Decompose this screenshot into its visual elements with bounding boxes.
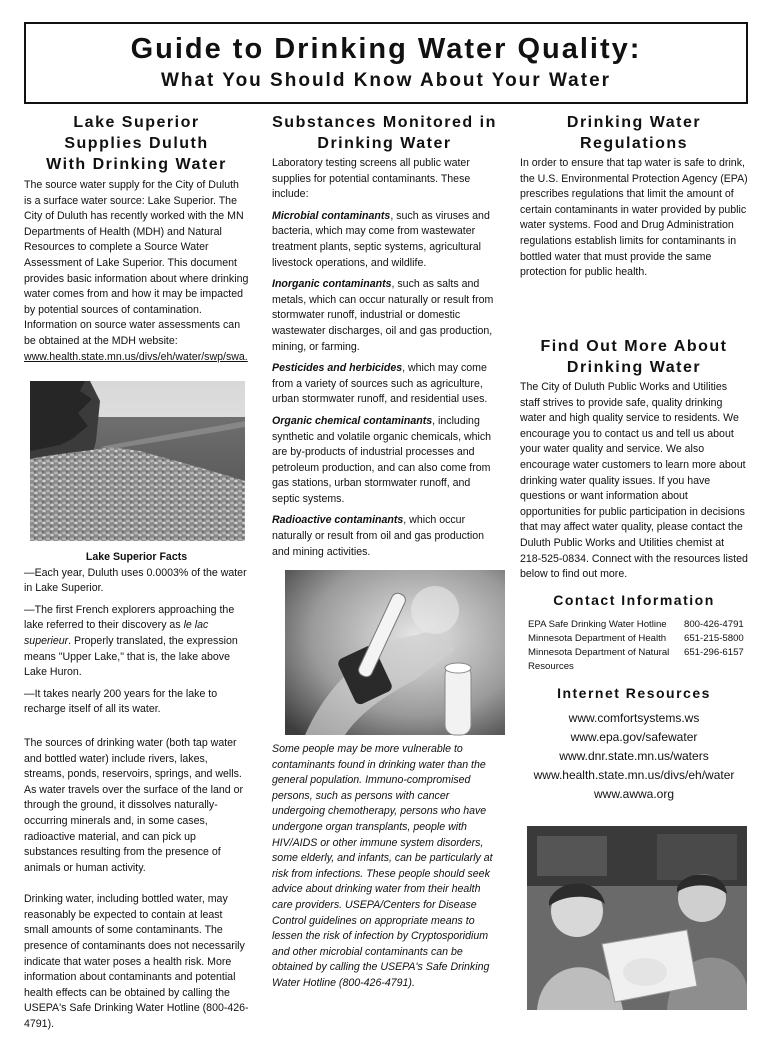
substances-intro: Laboratory testing screens all public water supplies for potential contaminants. These include: bbox=[272, 157, 471, 201]
sources-paragraph: The sources of drinking water (both tap water and bottled water) include rivers, lakes, streams, ponds, reservoirs, springs, and wells. As water travels over the surface of the land or through the ground, it dissolves naturally-occurring minerals and, in some cases, radioactive material, and can pick up substances resulting from the presence of animals or human activity. bbox=[24, 736, 244, 874]
contaminant-item: Pesticides and herbicides, which may come from a variety of sources such as agriculture, urban stormwater runoff, and residential uses. bbox=[272, 362, 488, 406]
lab-glassware-photo bbox=[285, 570, 505, 735]
website-list bbox=[520, 709, 748, 804]
title-box bbox=[24, 22, 748, 104]
website-link[interactable]: www.health.state.mn.us/divs/eh/water bbox=[533, 768, 735, 782]
website-link[interactable]: www.epa.gov/safewater bbox=[570, 730, 698, 744]
contaminant-item: Inorganic contaminants, such as salts and metals, which can occur naturally or result from stormwater runoff, industrial or domestic wastewater discharges, oil and gas production, mining, or farming. bbox=[272, 278, 494, 353]
facts-title: Lake Superior Facts bbox=[85, 551, 188, 563]
contact-org: EPA Safe Drinking Water Hotline bbox=[528, 619, 667, 630]
contact-phone[interactable]: 651-296-6157 bbox=[684, 647, 744, 658]
vulnerable-section bbox=[272, 742, 497, 992]
children-photo bbox=[527, 826, 747, 1010]
website-link[interactable]: www.awwa.org bbox=[593, 787, 675, 801]
heading-contact: Contact Information bbox=[553, 592, 715, 608]
contact-table bbox=[520, 618, 748, 674]
lake-shore-photo bbox=[30, 381, 245, 541]
heading-internet: Internet Resources bbox=[557, 685, 711, 701]
contact-section bbox=[520, 590, 748, 674]
column-lake-superior bbox=[24, 112, 249, 365]
page-title: Guide to Drinking Water Quality: bbox=[130, 33, 642, 65]
fact-1: —Each year, Duluth uses 0.0003% of the water in Lake Superior. bbox=[24, 566, 247, 595]
contaminant-item: Organic chemical contaminants, including synthetic and volatile organic chemicals, which are by-products of industrial processes and petroleum production, and can also come from gas stations, urban stormwater runoff, and septic systems. bbox=[272, 414, 492, 505]
contact-phone[interactable]: 800-426-4791 bbox=[684, 619, 744, 630]
contact-phone[interactable]: 651-215-5800 bbox=[684, 633, 744, 644]
fact-3: —It takes nearly 200 years for the lake to recharge itself of all its water. bbox=[24, 687, 218, 716]
lab-glassware-image bbox=[285, 570, 505, 735]
intro-section bbox=[24, 178, 249, 365]
column-regulations bbox=[520, 112, 748, 281]
contact-row bbox=[528, 632, 748, 646]
heading-lake-superior: Lake Superior Supplies Duluth With Drinking Water bbox=[46, 114, 227, 173]
regulations-paragraph: In order to ensure that tap water is safe to drink, the U.S. Environmental Protection Agency (EPA) prescribes regulations that limit the amount of certain contaminants in water provided by public water systems. Food and Drug Administration regulations establish limits for contaminants in bottled water that must provide the same protection for public health. bbox=[520, 157, 748, 279]
heading-find-out-more: Find Out More About Drinking Water bbox=[540, 338, 728, 376]
intro-text: The source water supply for the City of Duluth is a surface water source: Lake Superior. The City of Duluth has recently worked with the MN Departments of Health (MDH) and Natural Resources to complete a Source Water Assessment of Lake Superior. This document provides basic information about where drinking water comes from and how it may be impacted by potential sources of contamination. Information on source water assessments can be obtained at the MDH website: bbox=[24, 179, 249, 347]
vulnerable-paragraph: Some people may be more vulnerable to contaminants found in drinking water than the general population. Immuno-compromised persons, such as persons with cancer undergoing chemotherapy, persons who have undergone organ transplants, people with HIV/AIDS or other immune system disorders, some elderly, and infants, can be particularly at risk from infections. These people should seek advice about drinking water from their health care providers. USEPA/Centers for Disease Control guidelines on appropriate means to lessen the risk of infection by Cryptosporidium and other microbial contaminants can be obtained by calling the USEPA's Safe Drinking Water Hotline (800-426-4791). bbox=[272, 743, 493, 989]
find-out-more-paragraph: The City of Duluth Public Works and Utilities staff strives to provide safe, quality drinking water and high quality service to residents. We encourage you to contact us and tell us about your water quality and service. We also encourage water customers to learn more about drinking water quality issues. If you have questions or want information about opportunities for public participation in decisions that may affect water quality, please contact the Duluth Public Works and Utilities chemist at 218-525-0834. Connect with the resources listed below to find out more. bbox=[520, 381, 748, 581]
heading-regulations: Drinking Water Regulations bbox=[566, 114, 702, 152]
mdh-link[interactable]: www.health.state.mn.us/divs/eh/water/swp/swa. bbox=[24, 350, 248, 363]
fact-2: —The first French explorers approaching the lake referred to their discovery as le lac superieur. Properly translated, the expression means "Upper Lake," that is, the lake above Lake Huron. bbox=[24, 603, 238, 679]
heading-substances: Substances Monitored in Drinking Water bbox=[272, 114, 497, 152]
page-subtitle: What You Should Know About Your Water bbox=[160, 70, 612, 91]
lake-shore-image bbox=[30, 381, 245, 541]
internet-section bbox=[520, 683, 748, 804]
column-substances bbox=[272, 112, 497, 566]
find-out-more-section bbox=[520, 336, 748, 583]
contact-row bbox=[528, 618, 748, 632]
website-link[interactable]: www.dnr.state.mn.us/waters bbox=[559, 749, 709, 763]
contact-row bbox=[528, 646, 748, 674]
contact-org: Minnesota Department of Natural Resources bbox=[528, 647, 670, 672]
contact-org: Minnesota Department of Health bbox=[528, 633, 667, 644]
bottled-water-paragraph: Drinking water, including bottled water, may reasonably be expected to contain at least small amounts of some contaminants. The presence of contaminants does not necessarily indicate that water poses a health risk. More information about contaminants and potential health effects can be obtained by calling the USEPA's Safe Drinking Water Hotline (800-426-4791). bbox=[24, 893, 249, 1031]
website-link[interactable]: www.comfortsystems.ws bbox=[568, 711, 700, 725]
contaminant-item: Radioactive contaminants, which occur naturally or result from oil and gas production and mining activities. bbox=[272, 514, 484, 558]
lake-facts-section bbox=[24, 550, 249, 1039]
contaminant-item: Microbial contaminants, such as viruses and bacteria, which may come from wastewater treatment plants, septic systems, agricultural livestock operations, and wildlife. bbox=[272, 209, 490, 269]
children-image bbox=[527, 826, 747, 1010]
